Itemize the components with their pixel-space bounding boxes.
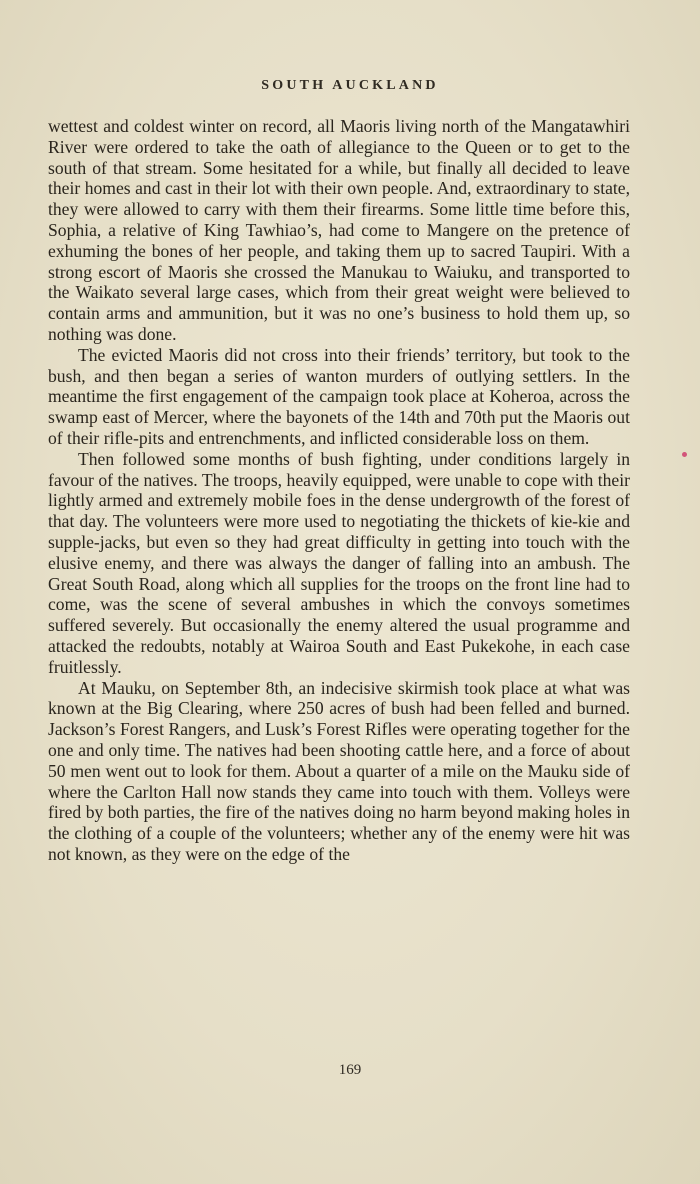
ink-speck — [682, 452, 687, 457]
paragraph: The evicted Maoris did not cross into their friends’ territory, but took to the bush, and then began a series of wanton murders of outlying settlers. In the meantime the first engagement of the campaign took place at Koheroa, across the swamp east of Mercer, where the bayonets of the 14th and 70th put the Maoris out of their rifle-pits and entrenchments, and inflicted considerable loss on them. — [48, 344, 630, 448]
page-number: 169 — [338, 1062, 362, 1078]
running-head: SOUTH AUCKLAND — [261, 78, 439, 93]
paragraph: Then followed some months of bush fighting, under conditions largely in favour of the natives. The troops, heavily equipped, were unable to cope with their lightly armed and extremely mobile foes in the dense undergrowth of the forest of that day. The volunteers were more used to negotiating the thickets of kie-kie and supple-jacks, but even so they had great difficulty in getting into touch with the elusive enemy, and there was always the danger of falling into an ambush. The Great South Road, along which all supplies for the troops on the front line had to come, was the scene of several ambushes in which the convoys sometimes suffered severely. But occasionally the enemy altered the usual programme and attacked the redoubts, notably at Wairoa South and East Pukekohe, in each case fruitlessly. — [48, 448, 630, 677]
body-text — [48, 116, 630, 865]
paragraph: At Mauku, on September 8th, an indecisive skirmish took place at what was known at the Big Clearing, where 250 acres of bush had been felled and burned. Jackson’s Forest Rangers, and Lusk’s Forest Rifles were operating together for the one and only time. The natives had been shooting cattle here, and a force of about 50 men went out to look for them. About a quarter of a mile on the Mauku side of where the Carlton Hall now stands they came into touch with them. Volleys were fired by both parties, the fire of the natives doing no harm beyond making holes in the clothing of a couple of the volunteers; whether any of the enemy were hit was not known, as they were on the edge of the — [48, 677, 630, 864]
paragraph: wettest and coldest winter on record, all Maoris living north of the Mangatawhiri River were ordered to take the oath of allegiance to the Queen or to get to the south of that stream. Some hesitated for a while, but finally all decided to leave their homes and cast in their lot with their own people. And, extraordinary to state, they were allowed to carry with them their firearms. Some little time before this, Sophia, a relative of King Tawhiao’s, had come to Mangere on the pretence of exhuming the bones of her people, and taking them up to sacred Taupiri. With a strong escort of Maoris she crossed the Manukau to Waiuku, and transported to the Waikato several large cases, which from their great weight were believed to contain arms and ammunition, but it was no one’s business to hold them up, so nothing was done. — [48, 116, 630, 344]
